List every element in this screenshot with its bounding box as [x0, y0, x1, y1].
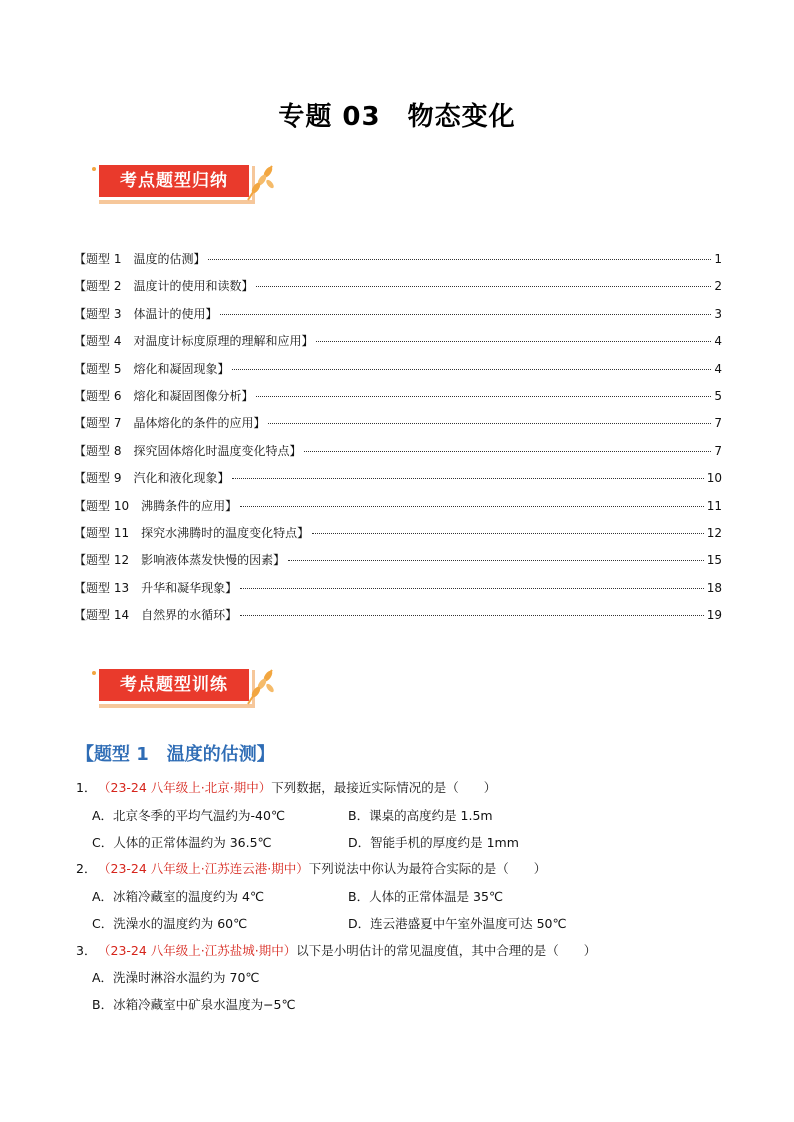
- banner-train: [90, 660, 280, 708]
- option-b[interactable]: B．课桌的高度约是 1.5m: [348, 808, 493, 823]
- question-2: 2． （23-24 八年级上·江苏连云港·期中）下列说法中你认为最符合实际的是（ ）: [76, 861, 547, 876]
- question-stem: 下列说法中你认为最符合实际的是（ ）: [308, 861, 547, 876]
- option-a[interactable]: A．北京冬季的平均气温约为-40℃: [92, 808, 286, 823]
- banner-toc: [90, 156, 280, 204]
- question-source: （23-24 八年级上·江苏盐城·期中）: [98, 943, 297, 958]
- banner-train-label: 考点题型训练: [96, 666, 252, 704]
- toc-row[interactable]: 【题型 11 探究水沸腾时的温度变化特点】 12: [74, 525, 722, 540]
- toc-row[interactable]: 【题型 1 温度的估测】 1: [74, 252, 722, 266]
- toc-row[interactable]: 【题型 3 体温计的使用】 3: [74, 306, 722, 321]
- toc-row[interactable]: 【题型 5 熔化和凝固现象】 4: [74, 361, 722, 376]
- laurel-icon: [244, 162, 278, 202]
- toc-row[interactable]: 【题型 9 汽化和液化现象】 10: [74, 471, 722, 486]
- question-3: 3． （23-24 八年级上·江苏盐城·期中）以下是小明估计的常见温度值，其中合理的是（ ）: [76, 943, 597, 958]
- banner-toc-label: 考点题型归纳: [96, 162, 252, 200]
- toc-row[interactable]: 【题型 7 晶体熔化的条件的应用】 7: [74, 416, 722, 431]
- toc-row[interactable]: 【题型 10 沸腾条件的应用】 11: [74, 498, 722, 513]
- option-c[interactable]: C．人体的正常体温约为 36.5℃: [92, 835, 272, 850]
- question-stem: 下列数据，最接近实际情况的是（ ）: [271, 780, 497, 795]
- option-d[interactable]: D．连云港盛夏中午室外温度可达 50℃: [348, 916, 567, 931]
- question-source: （23-24 八年级上·江苏连云港·期中）: [98, 861, 309, 876]
- question-source: （23-24 八年级上·北京·期中）: [98, 780, 272, 795]
- toc-row[interactable]: 【题型 2 温度计的使用和读数】 2: [74, 279, 722, 294]
- toc-row[interactable]: 【题型 8 探究固体熔化时温度变化特点】 7: [74, 443, 722, 458]
- toc-row[interactable]: 【题型 14 自然界的水循环】 19: [74, 608, 722, 623]
- question-stem: 以下是小明估计的常见温度值，其中合理的是（ ）: [296, 943, 597, 958]
- section-heading: 【题型 1 温度的估测】: [76, 744, 275, 765]
- toc-row[interactable]: 【题型 13 升华和凝华现象】 18: [74, 580, 722, 595]
- toc-row[interactable]: 【题型 6 熔化和凝固图像分析】 5: [74, 388, 722, 403]
- option-a[interactable]: A．洗澡时淋浴水温约为 70℃: [92, 970, 260, 985]
- toc-row[interactable]: 【题型 12 影响液体蒸发快慢的因素】 15: [74, 553, 722, 568]
- option-b[interactable]: B．冰箱冷藏室中矿泉水温度为−5℃: [92, 997, 296, 1012]
- question-1: 1． （23-24 八年级上·北京·期中）下列数据，最接近实际情况的是（ ）: [76, 780, 497, 795]
- table-of-contents: [74, 250, 722, 633]
- toc-row[interactable]: 【题型 4 对温度计标度原理的理解和应用】 4: [74, 334, 722, 349]
- page-title: 专题 03 物态变化: [278, 102, 516, 132]
- option-a[interactable]: A．冰箱冷藏室的温度约为 4℃: [92, 889, 265, 904]
- option-c[interactable]: C．洗澡水的温度约为 60℃: [92, 916, 248, 931]
- option-d[interactable]: D．智能手机的厚度约是 1mm: [348, 835, 519, 850]
- laurel-icon: [244, 666, 278, 706]
- option-b[interactable]: B．人体的正常体温是 35℃: [348, 889, 503, 904]
